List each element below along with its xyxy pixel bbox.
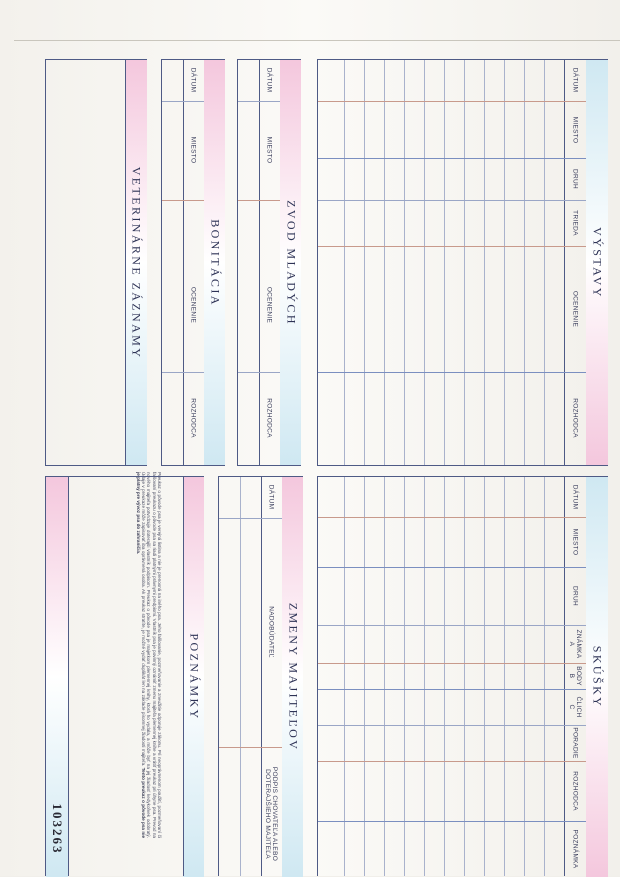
bonitacia-table <box>161 59 225 466</box>
column-line <box>318 517 586 518</box>
column-line <box>318 158 586 159</box>
vystavy-header <box>586 60 608 465</box>
column-line <box>318 101 586 102</box>
skusky-col-znamka: ZNÁMKA A <box>568 629 582 659</box>
vystavy-col-datum: DÁTUM <box>571 67 579 93</box>
column-line <box>318 663 586 664</box>
row-line <box>444 477 445 876</box>
row-line <box>544 60 545 465</box>
bonitacia-col-ocenenie: OCENENIE <box>189 286 197 324</box>
header-rule <box>564 477 565 876</box>
bonitacia-title: BONITÁCIA <box>208 218 222 307</box>
zmeny-col-podpis: PODPIS CHOVATEĽA ALEBO DOTERAJŠIEHO MAJITEĽA <box>264 766 278 862</box>
column-line <box>318 689 586 690</box>
bonitacia-header <box>204 60 225 465</box>
column-line <box>318 761 586 762</box>
vystavy-col-miesto: MIESTO <box>571 116 579 144</box>
vystavy-title: VÝSTAVY <box>590 226 605 299</box>
row-line <box>344 60 345 465</box>
vystavy-col-druh: DRUH <box>571 169 579 189</box>
zvod-mladych-title: ZVOD MLADÝCH <box>284 199 298 326</box>
serial-number: 103263 <box>50 803 65 855</box>
zmeny-header <box>282 477 303 877</box>
skusky-title: SKÚŠKY <box>590 645 605 709</box>
zvod-mladych-table <box>237 59 301 466</box>
column-line <box>219 747 282 748</box>
row-line <box>344 477 345 876</box>
row-line <box>484 60 485 465</box>
column-line <box>318 625 586 626</box>
zvod-mladych-header <box>280 60 301 465</box>
skusky-table <box>317 476 608 876</box>
zvod-col-datum: DÁTUM <box>265 67 273 93</box>
skusky-col-poznamka: POZNÁMKA <box>571 829 579 869</box>
row-line <box>464 477 465 876</box>
column-line <box>318 821 586 822</box>
bonitacia-col-datum: DÁTUM <box>189 67 197 93</box>
row-line <box>524 477 525 876</box>
skusky-header <box>586 477 608 877</box>
header-rule <box>259 60 260 465</box>
skusky-col-body: BODY B <box>568 666 582 686</box>
poznamky-title: POZNÁMKY <box>187 633 201 721</box>
column-line <box>162 372 204 373</box>
header-rule <box>261 477 262 876</box>
column-line <box>238 200 280 201</box>
column-line <box>162 101 204 102</box>
zmeny-col-datum: DÁTUM <box>267 484 275 510</box>
top-edge-line <box>14 40 620 41</box>
header-rule <box>125 60 126 465</box>
legal-bold-text: Tento preukaz o pôvode psa nie je platný pre vývoz psa do zahraničia. <box>135 472 146 838</box>
row-line <box>384 477 385 876</box>
veterinarne-header <box>125 60 147 465</box>
skusky-col-druh: DRUH <box>571 586 579 606</box>
column-line <box>219 518 282 519</box>
zmeny-col-nadobudatel: NADOBÚDATEĽ <box>267 606 275 658</box>
serial-strip <box>46 477 68 877</box>
row-line <box>424 60 425 465</box>
vystavy-col-trieda: TRIEDA <box>571 210 579 236</box>
column-line <box>162 200 204 201</box>
bonitacia-col-rozhodca: ROZHODCA <box>189 398 197 438</box>
row-line <box>364 60 365 465</box>
row-line <box>504 477 505 876</box>
zvod-col-rozhodca: ROZHODCA <box>265 398 273 438</box>
column-line <box>318 372 586 373</box>
column-line <box>318 567 586 568</box>
header-rule <box>183 477 184 876</box>
bonitacia-col-miesto: MIESTO <box>189 136 197 164</box>
vystavy-col-rozhodca: ROZHODCA <box>571 398 579 438</box>
row-line <box>524 60 525 465</box>
serial-rule <box>68 477 69 876</box>
legal-text: Preukaz o pôvode psa je verejná listina a nie je prenosná na iného psa. Jeho falšovanie, pozmeňovanie a zneužitie odporuje zákonu. Pri neoprávnenom použití, pozmeňovaní či falšovaní preukazu o pôvode psa sa riadi platnými právnymi predpismi. Vlastník psa je povinný oznámiť zmenu majiteľa plemennej knihe a vrátiť preukaz pri úhyne psa. Prevod na nového majiteľa potvrdzuje doterajší vlastník podpisom. Preukaz o pôvode psa je majetkom plemennej knihy, ktorá ho vydala, a môže byť na jej žiadosť kedykoľvek odobratý. Údaje v preukaze môže zapisovať iba oprávnená osoba. Ak preukaz stratíte, je možné vydať duplikát len na základe písomnej žiadosti majiteľa. <box>140 472 162 838</box>
veterinarne-zaznamy-box <box>45 59 147 466</box>
zmeny-title: ZMENY MAJITEĽOV <box>286 602 300 752</box>
zvod-col-ocenenie: OCENENIE <box>265 286 273 324</box>
skusky-col-datum: DÁTUM <box>571 484 579 510</box>
row-line <box>544 477 545 876</box>
header-rule <box>183 60 184 465</box>
column-line <box>318 200 586 201</box>
row-line <box>404 477 405 876</box>
veterinarne-title: VETERINÁRNE ZÁZNAMY <box>129 166 144 359</box>
column-line <box>318 246 586 247</box>
vystavy-col-ocenenie: OCENENIE <box>571 290 579 328</box>
column-line <box>238 101 280 102</box>
zmeny-majitelov-table <box>218 476 303 876</box>
skusky-col-clich: ČLICH C <box>568 696 582 718</box>
row-line <box>240 477 241 876</box>
skusky-col-rozhodca: ROZHODCA <box>571 771 579 811</box>
row-line <box>444 60 445 465</box>
poznamky-header <box>183 477 204 877</box>
header-rule <box>564 60 565 465</box>
poznamky-box <box>45 476 204 876</box>
vystavy-table <box>317 59 608 466</box>
row-line <box>404 60 405 465</box>
zvod-col-miesto: MIESTO <box>265 136 273 164</box>
skusky-col-poradie: PORADIE <box>571 727 579 759</box>
row-line <box>424 477 425 876</box>
row-line <box>504 60 505 465</box>
column-line <box>238 372 280 373</box>
row-line <box>484 477 485 876</box>
skusky-col-miesto: MIESTO <box>571 528 579 556</box>
row-line <box>464 60 465 465</box>
row-line <box>384 60 385 465</box>
column-line <box>318 725 586 726</box>
row-line <box>364 477 365 876</box>
